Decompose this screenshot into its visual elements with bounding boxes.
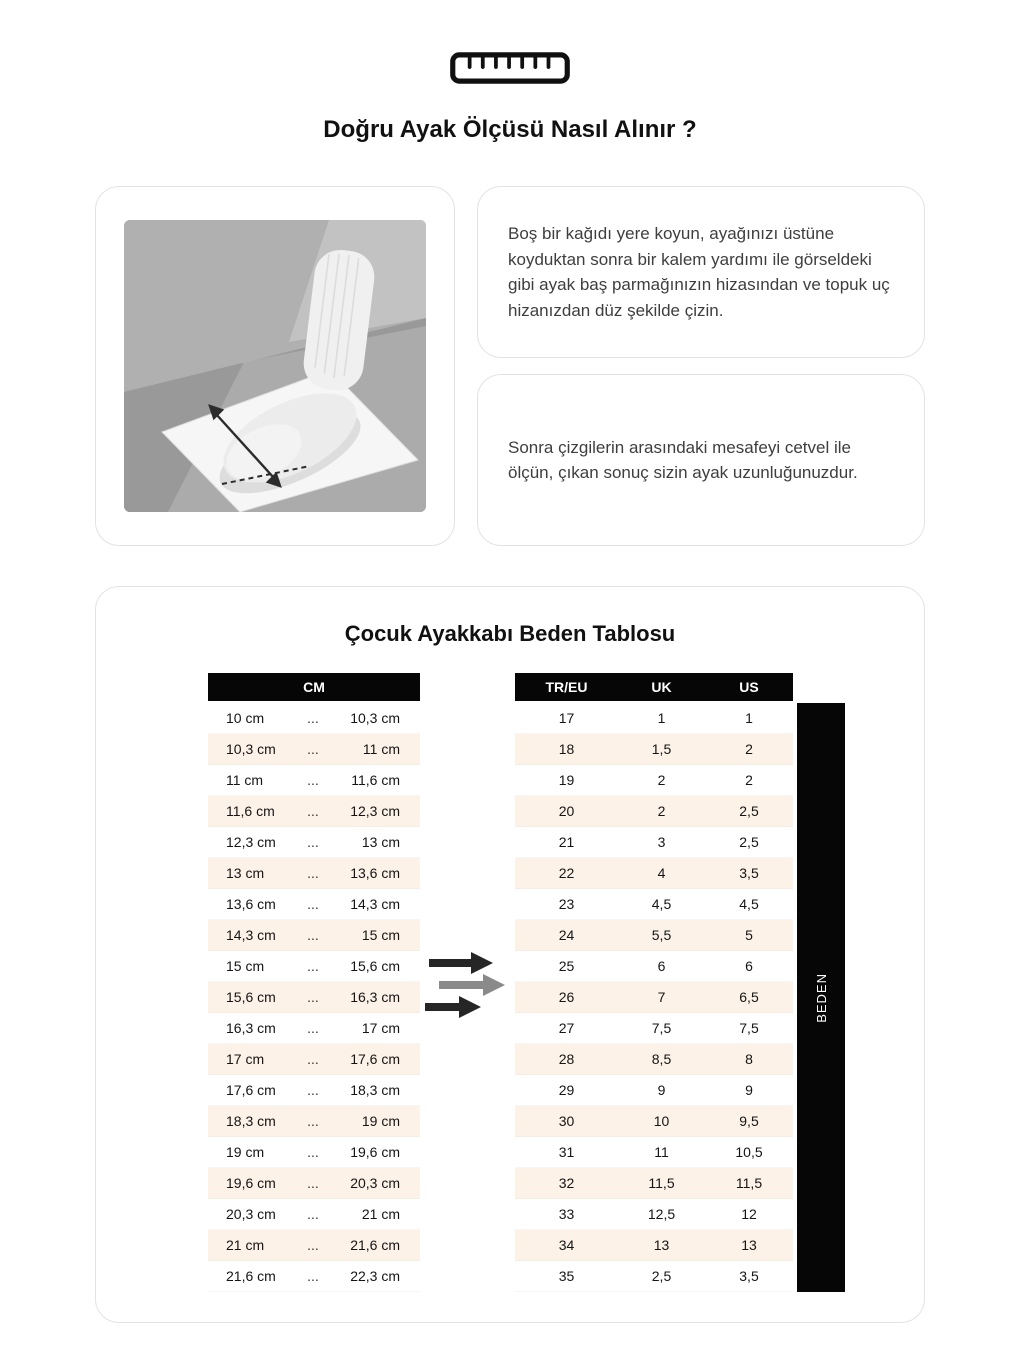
size-tables: [96, 673, 924, 1292]
table-cell: UK: [651, 679, 672, 695]
table-cell: ...: [307, 834, 319, 850]
table-cell: 6: [657, 958, 666, 974]
table-cell: 20,3 cm: [226, 1206, 276, 1222]
table-cell: 31: [558, 1144, 575, 1160]
cm-table-row: [208, 1168, 420, 1199]
instruction-card-1: [477, 186, 925, 358]
table-cell: 3,5: [739, 1268, 759, 1284]
transfer-arrows-icon: [420, 673, 515, 1292]
size-table-card: [95, 586, 925, 1323]
cm-table-rows: [208, 703, 420, 1292]
table-cell: ...: [307, 1082, 319, 1098]
table-cell: ...: [307, 1206, 319, 1222]
table-cell: 2: [745, 772, 753, 788]
table-cell: 17,6 cm: [350, 1051, 400, 1067]
size-table-row: [515, 982, 793, 1013]
table-cell: 3,5: [739, 865, 759, 881]
table-cell: 21 cm: [226, 1237, 265, 1253]
table-cell: ...: [307, 1051, 319, 1067]
table-cell: 9,5: [739, 1113, 759, 1129]
cm-table: [208, 673, 420, 1292]
table-cell: 20,3 cm: [350, 1175, 400, 1191]
size-table-row: [515, 1013, 793, 1044]
table-cell: 6,5: [739, 989, 759, 1005]
beden-side-bar: [797, 703, 845, 1292]
size-table-row: [515, 1199, 793, 1230]
table-cell: 23: [558, 896, 575, 912]
table-cell: 11,6 cm: [351, 772, 400, 788]
table-cell: 9: [745, 1082, 753, 1098]
size-table-row: [515, 1137, 793, 1168]
size-table-row: [515, 827, 793, 858]
size-table-row: [515, 1261, 793, 1292]
table-cell: 21 cm: [361, 1206, 400, 1222]
table-cell: 8,5: [651, 1051, 672, 1067]
table-cell: 2,5: [739, 834, 759, 850]
table-cell: 13,6 cm: [226, 896, 276, 912]
table-cell: 22,3 cm: [350, 1268, 400, 1284]
size-table-row: [515, 734, 793, 765]
size-table-row: [515, 1044, 793, 1075]
table-cell: 10,3 cm: [226, 741, 276, 757]
table-cell: 17 cm: [226, 1051, 265, 1067]
table-cell: 19: [558, 772, 575, 788]
size-table-wrap: [515, 673, 845, 1292]
table-cell: ...: [307, 741, 319, 757]
table-cell: 7: [657, 989, 666, 1005]
table-cell: 4,5: [739, 896, 759, 912]
cm-table-row: [208, 703, 420, 734]
table-cell: 15,6 cm: [226, 989, 276, 1005]
table-cell: 15 cm: [361, 927, 400, 943]
table-cell: 2: [657, 803, 666, 819]
table-cell: 18,3 cm: [350, 1082, 400, 1098]
table-cell: 11,5: [648, 1175, 675, 1191]
table-cell: 35: [558, 1268, 575, 1284]
table-cell: 11 cm: [362, 741, 400, 757]
cm-table-row: [208, 734, 420, 765]
table-cell: 13: [741, 1237, 757, 1253]
table-cell: 11,6 cm: [226, 803, 275, 819]
table-cell: 29: [558, 1082, 575, 1098]
table-cell: 4,5: [651, 896, 672, 912]
table-cell: 21: [558, 834, 575, 850]
table-cell: ...: [307, 1268, 319, 1284]
size-table-row: [515, 889, 793, 920]
ruler-icon: [0, 48, 1020, 88]
table-cell: 17,6 cm: [226, 1082, 276, 1098]
table-cell: 12,3 cm: [350, 803, 400, 819]
cm-table-row: [208, 1106, 420, 1137]
cm-table-row: [208, 1137, 420, 1168]
table-cell: 18: [558, 741, 575, 757]
cm-table-row: [208, 827, 420, 858]
table-cell: ...: [307, 958, 319, 974]
size-table-row: [515, 1168, 793, 1199]
page-title: Doğru Ayak Ölçüsü Nasıl Alınır ?: [323, 116, 697, 143]
table-cell: 13 cm: [361, 834, 400, 850]
cm-table-header: CM: [208, 673, 420, 701]
table-cell: TR/EU: [545, 679, 588, 695]
instruction-card-2: [477, 374, 925, 546]
table-cell: ...: [307, 865, 319, 881]
size-table-row: [515, 765, 793, 796]
foot-photo-card: [95, 186, 455, 546]
table-cell: 15,6 cm: [350, 958, 400, 974]
table-cell: 14,3 cm: [350, 896, 400, 912]
cm-table-row: [208, 982, 420, 1013]
table-cell: ...: [307, 1113, 319, 1129]
table-cell: 1,5: [651, 741, 672, 757]
measure-section: [95, 186, 925, 546]
table-cell: 21,6 cm: [226, 1268, 276, 1284]
table-cell: 2: [657, 772, 666, 788]
foot-measure-photo: [124, 220, 426, 512]
table-cell: 32: [558, 1175, 575, 1191]
table-cell: 12: [741, 1206, 757, 1222]
table-cell: 11,5: [735, 1175, 763, 1191]
instruction-text-2: Sonra çizgilerin arasındaki mesafeyi cetvel ile ölçün, çıkan sonuç sizin ayak uzunluğunuzdur.: [508, 437, 858, 482]
table-cell: 7,5: [739, 1020, 759, 1036]
table-cell: 2,5: [651, 1268, 672, 1284]
size-table-header: [515, 673, 793, 701]
table-cell: 19 cm: [361, 1113, 400, 1129]
table-cell: 17: [558, 710, 575, 726]
table-cell: ...: [307, 896, 319, 912]
table-cell: 4: [657, 865, 666, 881]
table-cell: 2: [745, 741, 753, 757]
table-cell: 8: [745, 1051, 753, 1067]
table-cell: 7,5: [651, 1020, 672, 1036]
table-cell: 16,3 cm: [350, 989, 400, 1005]
table-cell: 13: [653, 1237, 670, 1253]
table-cell: ...: [307, 989, 319, 1005]
table-cell: 12,5: [647, 1206, 676, 1222]
beden-label: BEDEN: [813, 972, 829, 1023]
table-cell: 25: [558, 958, 575, 974]
table-cell: 16,3 cm: [226, 1020, 276, 1036]
size-table: [515, 673, 793, 1292]
cm-table-row: [208, 858, 420, 889]
table-cell: 28: [558, 1051, 575, 1067]
cm-table-row: [208, 1075, 420, 1106]
cm-table-row: [208, 1044, 420, 1075]
size-table-row: [515, 920, 793, 951]
table-cell: ...: [307, 1144, 319, 1160]
table-cell: ...: [307, 1175, 319, 1191]
table-cell: 15 cm: [226, 958, 265, 974]
table-cell: 17 cm: [361, 1020, 400, 1036]
cm-table-row: [208, 1230, 420, 1261]
cm-table-row: [208, 920, 420, 951]
table-cell: 33: [558, 1206, 575, 1222]
table-cell: 5: [745, 927, 753, 943]
size-table-rows: [515, 703, 793, 1292]
table-cell: ...: [307, 710, 319, 726]
table-cell: 30: [558, 1113, 575, 1129]
table-cell: 9: [657, 1082, 666, 1098]
cm-table-row: [208, 951, 420, 982]
table-cell: 14,3 cm: [226, 927, 276, 943]
size-table-row: [515, 1230, 793, 1261]
table-cell: 3: [657, 834, 666, 850]
table-cell: 22: [558, 865, 575, 881]
cm-table-row: [208, 889, 420, 920]
table-cell: ...: [307, 803, 319, 819]
table-cell: 12,3 cm: [226, 834, 276, 850]
table-cell: 6: [745, 958, 753, 974]
cm-table-row: [208, 765, 420, 796]
instruction-text-1: Boş bir kağıdı yere koyun, ayağınızı üstüne koyduktan sonra bir kalem yardımı ile görseldeki gibi ayak baş parmağınızın hizasından ve topuk uç hizanızdan düz şekilde çizin.: [508, 224, 890, 320]
size-table-row: [515, 1075, 793, 1106]
table-cell: 13,6 cm: [350, 865, 400, 881]
table-cell: 11 cm: [226, 772, 264, 788]
cm-table-row: [208, 1013, 420, 1044]
table-cell: 21,6 cm: [350, 1237, 400, 1253]
table-cell: 1: [657, 710, 666, 726]
table-cell: US: [739, 679, 759, 695]
table-cell: ...: [307, 927, 319, 943]
table-cell: 24: [558, 927, 575, 943]
table-cell: 19,6 cm: [350, 1144, 400, 1160]
table-cell: 13 cm: [226, 865, 265, 881]
table-cell: 19 cm: [226, 1144, 265, 1160]
cm-table-row: [208, 1261, 420, 1292]
table-cell: 10,5: [735, 1144, 763, 1160]
table-cell: 18,3 cm: [226, 1113, 276, 1129]
size-table-row: [515, 1106, 793, 1137]
table-cell: 10: [653, 1113, 670, 1129]
cm-table-row: [208, 796, 420, 827]
table-cell: ...: [307, 1237, 319, 1253]
table-cell: 34: [558, 1237, 575, 1253]
size-table-row: [515, 951, 793, 982]
table-cell: 10,3 cm: [350, 710, 400, 726]
table-cell: ...: [307, 772, 319, 788]
size-table-row: [515, 703, 793, 734]
table-cell: 10 cm: [226, 710, 265, 726]
size-table-row: [515, 796, 793, 827]
table-cell: ...: [307, 1020, 319, 1036]
size-table-title: Çocuk Ayakkabı Beden Tablosu: [344, 621, 676, 646]
instruction-column: [477, 186, 925, 546]
cm-table-row: [208, 1199, 420, 1230]
table-cell: 2,5: [739, 803, 759, 819]
table-cell: 11: [654, 1144, 669, 1160]
table-cell: 26: [558, 989, 575, 1005]
table-cell: 5,5: [651, 927, 672, 943]
table-cell: 27: [558, 1020, 575, 1036]
size-table-row: [515, 858, 793, 889]
table-cell: 19,6 cm: [226, 1175, 276, 1191]
table-cell: 1: [745, 710, 753, 726]
table-cell: 20: [558, 803, 575, 819]
